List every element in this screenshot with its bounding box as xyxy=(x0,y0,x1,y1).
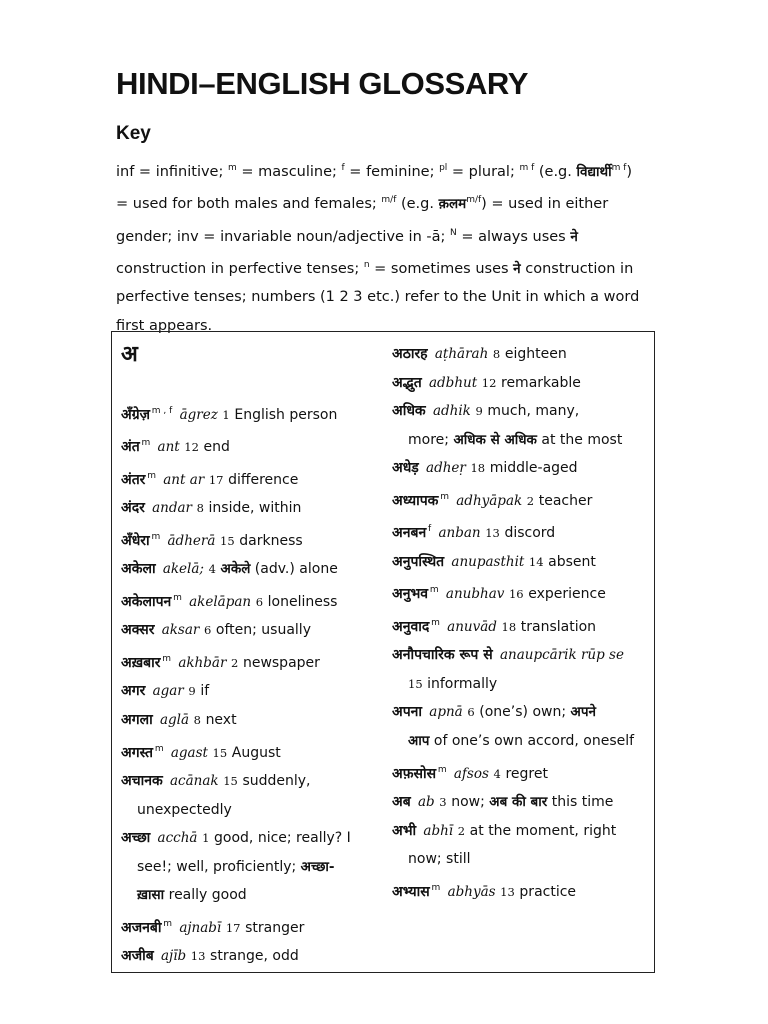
entry-headword: अकेलापन xyxy=(121,593,172,610)
glossary-entry xyxy=(392,788,654,817)
key-superscript: n xyxy=(363,259,370,270)
glossary-entry xyxy=(392,641,654,670)
entry-gloss: (one’s) own; xyxy=(479,704,571,721)
glossary-entry xyxy=(392,817,654,846)
entry-gloss: darkness xyxy=(239,532,303,549)
entry-unit: 6 xyxy=(255,594,264,609)
entry-transliteration: anban xyxy=(438,525,481,542)
entry-gloss: really good xyxy=(164,887,247,904)
entry-transliteration: abhī xyxy=(423,822,454,839)
entry-gender: m xyxy=(139,438,151,449)
key-text-segment: (e.g. xyxy=(396,196,439,213)
glossary-entry xyxy=(392,397,654,426)
entry-gloss: now; still xyxy=(408,851,471,868)
key-superscript: N xyxy=(450,227,457,238)
key-text-segment: ) = used in either xyxy=(481,196,609,213)
entry-transliteration: apnā xyxy=(429,704,463,721)
entry-gloss: inside, within xyxy=(208,500,302,517)
entry-transliteration: āgrez xyxy=(179,406,218,423)
entry-unit: 13 xyxy=(500,884,515,899)
entry-unit: 2 xyxy=(457,823,466,838)
entry-gloss: next xyxy=(205,711,237,728)
key-superscript: m f xyxy=(519,163,535,173)
entry-unit: 13 xyxy=(485,526,500,541)
entry-transliteration: aglā xyxy=(159,711,190,728)
entry-transliteration: agast xyxy=(170,744,208,761)
key-superscript: m/f xyxy=(381,195,397,206)
entry-transliteration: acchā xyxy=(157,830,198,847)
key-text-segment: construction in perfective tenses; xyxy=(116,260,364,277)
glossary-entry xyxy=(392,483,654,515)
entry-gender: m xyxy=(436,764,447,775)
entry-headword: अभी xyxy=(392,822,417,839)
key-line xyxy=(116,251,656,283)
hindi-phrase: अच्छा- xyxy=(300,858,335,875)
entry-transliteration: adheṛ xyxy=(426,460,466,477)
entry-transliteration: akelā; xyxy=(162,561,204,578)
key-superscript: f xyxy=(341,163,345,173)
entry-gloss: English person xyxy=(234,406,338,423)
entry-continuation xyxy=(121,796,383,825)
entry-gender: m xyxy=(438,491,449,502)
entry-gender: f xyxy=(426,524,432,535)
key-text-segment: = feminine; xyxy=(344,163,440,180)
entry-gloss: remarkable xyxy=(501,374,581,391)
entry-gloss: informally xyxy=(422,675,498,692)
entry-gloss: newspaper xyxy=(242,654,320,671)
key-heading: Key xyxy=(116,123,151,144)
entry-unit: 15 xyxy=(408,676,423,691)
entry-transliteration: anubhav xyxy=(445,586,505,603)
entry-transliteration: ab xyxy=(417,794,435,811)
entry-unit: 12 xyxy=(184,440,199,455)
entry-gender: m xyxy=(429,882,441,893)
glossary-entry xyxy=(121,824,383,853)
entry-unit: 1 xyxy=(202,831,210,846)
entry-headword: अपना xyxy=(392,704,423,721)
entry-gloss: discord xyxy=(504,525,556,542)
key-hindi-example: ने xyxy=(513,260,521,277)
entry-headword: अंतर xyxy=(121,471,146,488)
entry-gloss: experience xyxy=(528,586,606,603)
entry-headword: अध्यापक xyxy=(392,492,439,509)
entry-gloss: strange, odd xyxy=(210,948,299,965)
key-superscript: m/f xyxy=(466,195,482,206)
glossary-entry xyxy=(121,616,383,645)
entry-transliteration: agar xyxy=(152,683,184,700)
entry-unit: 16 xyxy=(508,587,524,602)
entry-transliteration: anaupcārik rūp se xyxy=(499,647,624,664)
entry-transliteration: aṭhārah xyxy=(434,346,489,362)
entry-headword: अगर xyxy=(121,683,146,700)
key-line xyxy=(116,219,656,251)
key-text-segment: = always uses xyxy=(456,228,571,245)
entry-gloss: at the moment, right xyxy=(469,822,617,839)
key-superscript: pl xyxy=(439,163,448,173)
entry-unit: 4 xyxy=(493,766,501,781)
entry-transliteration: adbhut xyxy=(428,374,478,391)
glossary-column-left xyxy=(121,340,383,971)
glossary-entry xyxy=(121,523,383,555)
entry-gloss: teacher xyxy=(538,492,593,509)
entry-gloss: regret xyxy=(505,765,548,782)
key-text-segment: inf = infinitive; xyxy=(116,163,228,180)
entry-unit: 18 xyxy=(470,461,486,476)
entry-unit: 6 xyxy=(467,705,475,720)
entry-gloss: often; usually xyxy=(215,622,311,639)
entry-gloss: absent xyxy=(548,553,596,570)
entry-headword: अख़बार xyxy=(121,654,161,671)
entry-continuation xyxy=(392,670,654,699)
entry-transliteration: aksar xyxy=(161,622,200,639)
entry-gloss: stranger xyxy=(245,919,305,936)
entry-gloss: difference xyxy=(228,471,299,488)
entry-unit: 12 xyxy=(481,375,497,390)
entry-gloss: see!; well, proficiently; xyxy=(137,858,301,875)
entry-transliteration: anuvād xyxy=(447,618,497,635)
entry-gender: m xyxy=(149,531,161,542)
key-hindi-example: क़लम xyxy=(438,196,467,213)
key-hindi-example: विद्यार्थी xyxy=(576,163,612,180)
entry-gloss: suddenly, xyxy=(242,772,311,789)
glossary-entry xyxy=(392,756,654,788)
entry-gloss: this time xyxy=(547,794,614,811)
entry-unit: 18 xyxy=(501,619,517,634)
key-line xyxy=(116,283,656,312)
glossary-entry xyxy=(121,555,383,584)
entry-gloss: much, many, xyxy=(487,403,580,420)
key-legend xyxy=(116,154,656,340)
glossary-entry xyxy=(392,369,654,398)
entry-gender: m xyxy=(160,653,172,664)
entry-gender: m xyxy=(171,592,182,603)
entry-gloss: (adv.) alone xyxy=(250,561,338,578)
entry-headword: अधेड़ xyxy=(392,460,419,477)
entry-transliteration: akelāpan xyxy=(189,593,252,610)
entry-gloss: middle-aged xyxy=(489,460,578,477)
entry-headword: अधिक xyxy=(392,403,426,420)
entry-transliteration: ādherā xyxy=(167,532,216,549)
glossary-entry xyxy=(121,494,383,523)
entry-headword: अनबन xyxy=(392,525,427,542)
glossary-box xyxy=(111,331,655,973)
entry-unit: 8 xyxy=(492,347,501,361)
entry-headword: अजनबी xyxy=(121,919,162,936)
entry-continuation xyxy=(121,881,383,910)
entry-gloss: if xyxy=(200,683,210,700)
key-line xyxy=(116,154,656,186)
entry-gloss: more; xyxy=(408,431,454,448)
entry-gloss: unexpectedly xyxy=(137,801,232,818)
entry-headword: अब xyxy=(392,794,411,811)
entry-unit: 15 xyxy=(212,745,228,760)
entry-unit: 8 xyxy=(196,501,204,516)
hindi-phrase: ख़ासा xyxy=(137,887,165,904)
entry-headword: अच्छा xyxy=(121,830,151,847)
entry-gloss: practice xyxy=(519,883,577,900)
glossary-entry xyxy=(121,910,383,942)
entry-transliteration: akhbār xyxy=(178,654,227,671)
page-title: HINDI–ENGLISH GLOSSARY xyxy=(116,66,529,101)
entry-transliteration: andar xyxy=(152,500,192,517)
entry-gloss: good, nice; really? I xyxy=(214,830,351,847)
entry-transliteration: abhyās xyxy=(447,883,496,900)
entry-transliteration: afsos xyxy=(453,765,489,782)
entry-gender: m xyxy=(145,470,156,481)
entry-continuation xyxy=(121,853,383,882)
key-text-segment: = masculine; xyxy=(236,163,342,180)
entry-headword: अभ्यास xyxy=(392,883,430,900)
entry-unit: 13 xyxy=(190,949,206,964)
glossary-entry xyxy=(392,515,654,547)
glossary-entry xyxy=(121,706,383,735)
entry-transliteration: anupasthit xyxy=(451,553,525,570)
hindi-phrase: आप xyxy=(408,733,430,750)
entry-gender: m , f xyxy=(149,406,173,416)
glossary-entry xyxy=(392,454,654,483)
entry-headword: अगस्त xyxy=(121,744,154,761)
key-text-segment: = sometimes uses xyxy=(369,260,514,277)
entry-transliteration: ant xyxy=(157,439,180,456)
entry-gender: m xyxy=(161,918,173,929)
entry-unit: 9 xyxy=(188,684,196,699)
glossary-entry xyxy=(392,548,654,577)
key-text-segment: (e.g. xyxy=(534,163,577,180)
entry-headword: अगला xyxy=(121,711,153,728)
key-superscript: m xyxy=(227,163,237,173)
glossary-entry xyxy=(121,677,383,706)
glossary-entry xyxy=(392,576,654,608)
entry-unit: 17 xyxy=(225,920,241,935)
entry-unit: 15 xyxy=(223,773,238,788)
entry-headword: अद्भुत xyxy=(392,374,422,391)
entry-unit: 17 xyxy=(208,472,224,487)
entry-unit: 9 xyxy=(475,404,483,419)
entry-headword: अँग्रेज़ xyxy=(121,406,150,423)
entry-headword: अनुवाद xyxy=(392,618,430,635)
glossary-entry xyxy=(392,698,654,727)
entry-gloss: translation xyxy=(520,618,597,635)
key-text-segment: gender; inv = invariable noun/adjective in -ā; xyxy=(116,228,450,245)
entry-unit: 2 xyxy=(526,493,535,508)
entry-gloss: loneliness xyxy=(267,593,338,610)
entry-gender: m xyxy=(153,743,164,754)
key-text-segment: first appears. xyxy=(116,317,213,334)
entry-headword: अनौपचारिक रूप से xyxy=(392,647,493,664)
entry-headword: अचानक xyxy=(121,772,163,789)
entry-unit: 4 xyxy=(208,562,216,577)
entry-headword: अफ़सोस xyxy=(392,765,437,782)
key-text-segment: = used for both males and females; xyxy=(116,196,382,213)
entry-headword: अनुपस्थित xyxy=(392,553,445,570)
key-text-segment: ) xyxy=(626,163,633,180)
entry-headword: अंत xyxy=(121,439,140,456)
entry-gender: m xyxy=(428,585,439,596)
hindi-phrase: अपने xyxy=(570,704,596,721)
hindi-phrase: अकेले xyxy=(220,561,251,578)
key-text-segment: = plural; xyxy=(447,163,520,180)
glossary-entry xyxy=(121,397,383,429)
key-hindi-example: ने xyxy=(570,228,578,245)
glossary-entry xyxy=(392,609,654,641)
entry-unit: 3 xyxy=(439,795,447,810)
entry-continuation xyxy=(392,727,654,756)
entry-continuation xyxy=(392,845,654,874)
entry-gloss: August xyxy=(231,744,281,761)
key-text-segment: perfective tenses; numbers (1 2 3 etc.) refer to the Unit in which a word xyxy=(116,289,640,306)
entry-headword: अंदर xyxy=(121,500,145,517)
entry-unit: 14 xyxy=(528,554,544,569)
entry-continuation xyxy=(392,426,654,455)
letter-heading: अ xyxy=(121,342,138,367)
entry-headword: अनुभव xyxy=(392,586,429,603)
entry-transliteration: ajīb xyxy=(160,948,187,965)
entry-unit: 1 xyxy=(222,407,230,422)
glossary-entry xyxy=(121,429,383,461)
hindi-phrase: अब की बार xyxy=(489,794,548,811)
entry-headword: अँधेरा xyxy=(121,532,150,549)
key-text-segment: construction in xyxy=(520,260,634,277)
entry-gloss: now; xyxy=(451,794,490,811)
key-line xyxy=(116,186,656,218)
hindi-phrase: अधिक से अधिक xyxy=(453,431,537,448)
entry-gloss: end xyxy=(203,439,230,456)
entry-gender: m xyxy=(429,617,440,628)
entry-unit: 15 xyxy=(220,533,235,548)
glossary-entry xyxy=(121,735,383,767)
glossary-entry xyxy=(392,340,654,369)
glossary-entry xyxy=(121,767,383,796)
entry-unit: 6 xyxy=(203,623,212,638)
entry-headword: अजीब xyxy=(121,948,154,965)
glossary-entry xyxy=(121,645,383,677)
entry-unit: 2 xyxy=(231,655,239,670)
entry-transliteration: acānak xyxy=(169,772,219,789)
entry-headword: अकेला xyxy=(121,561,156,578)
entry-headword: अक्सर xyxy=(121,622,155,639)
entry-gloss: of one’s own accord, oneself xyxy=(429,733,635,750)
entry-transliteration: ajnabī xyxy=(179,919,222,936)
glossary-entry xyxy=(392,874,654,906)
glossary-column-right xyxy=(392,340,654,906)
entry-transliteration: ant ar xyxy=(163,471,205,488)
entry-gloss: at the most xyxy=(536,431,623,448)
entry-transliteration: adhyāpak xyxy=(456,492,523,509)
key-superscript: m f xyxy=(611,163,627,173)
glossary-entry xyxy=(121,584,383,616)
glossary-entry xyxy=(121,942,383,971)
entry-unit: 8 xyxy=(193,712,201,727)
entry-transliteration: adhik xyxy=(432,403,471,420)
entry-gloss: eighteen xyxy=(504,346,567,362)
entry-headword: अठारह xyxy=(392,346,428,362)
glossary-entry xyxy=(121,462,383,494)
